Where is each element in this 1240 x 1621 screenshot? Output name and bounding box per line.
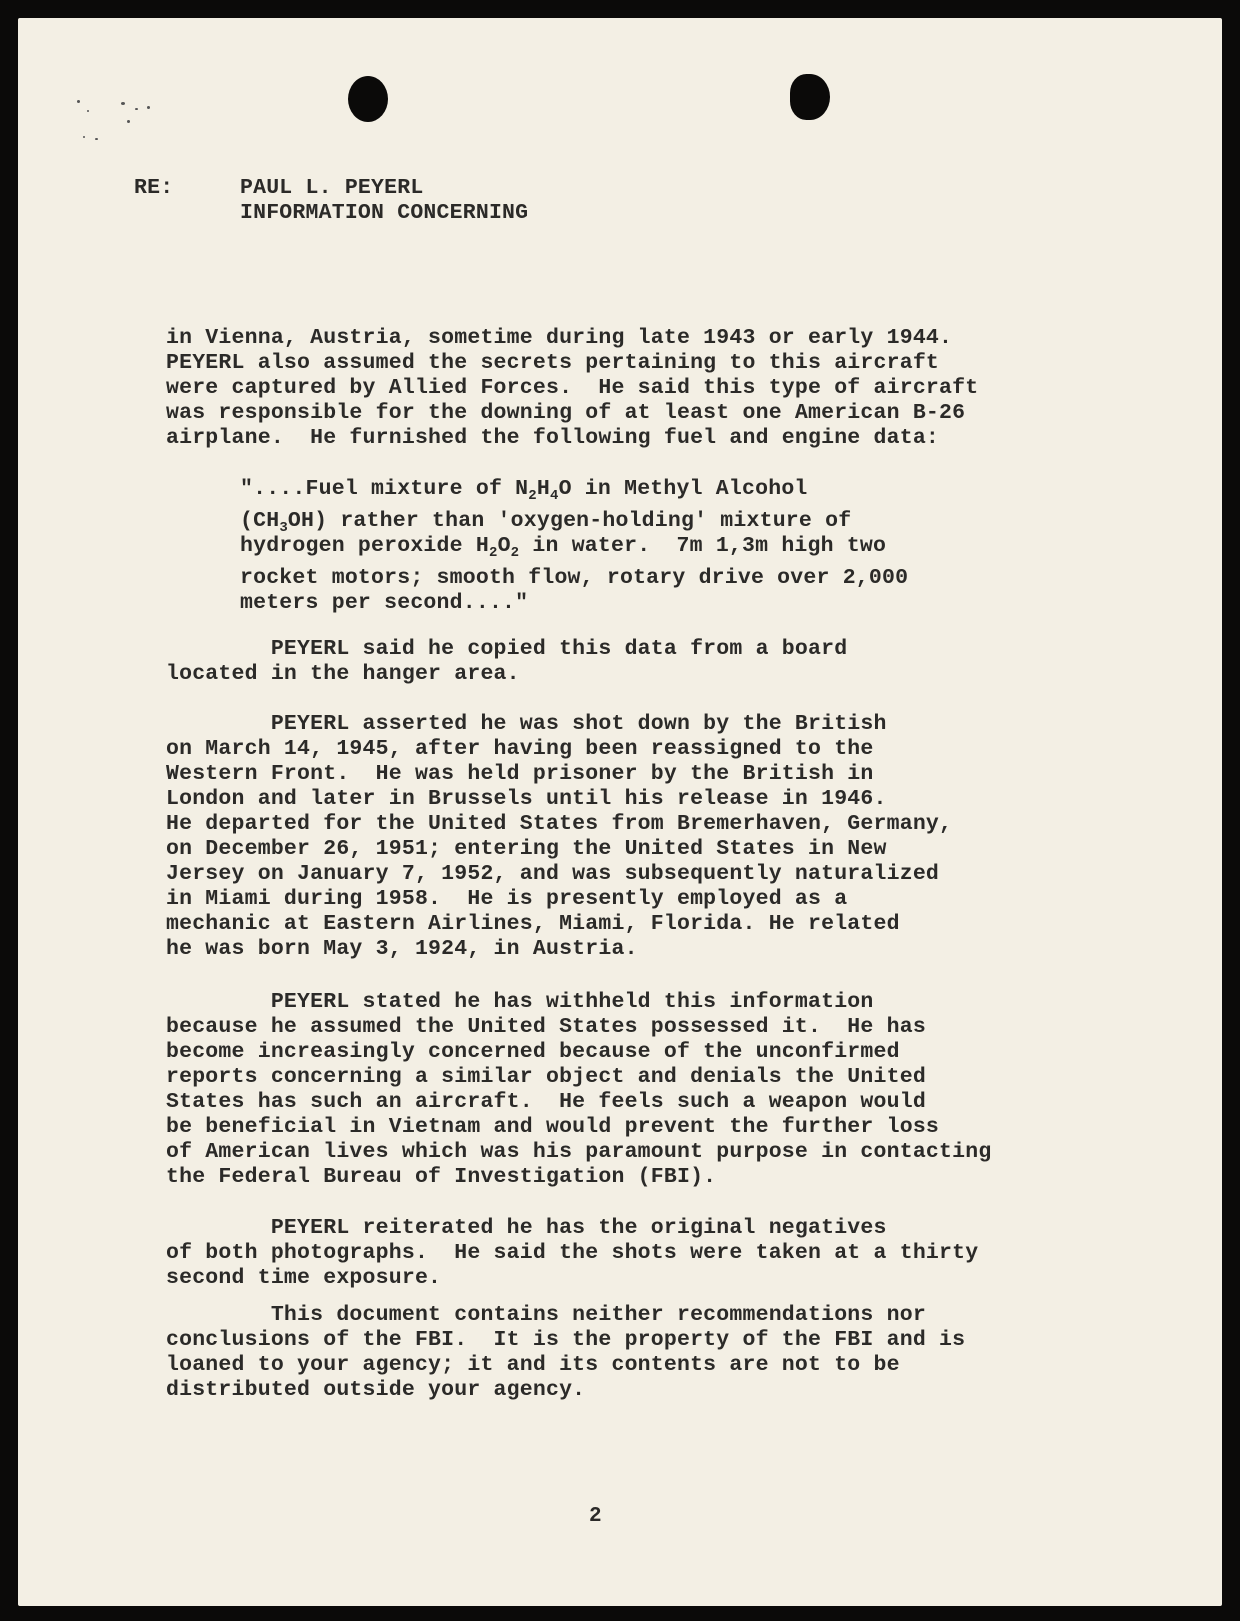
line: distributed outside your agency. <box>166 1378 586 1402</box>
paragraph-1 <box>166 326 978 451</box>
line: second time exposure. <box>166 1266 442 1290</box>
fuel-data-quote-cont <box>240 534 908 616</box>
subject-topic: INFORMATION CONCERNING <box>240 201 529 225</box>
quote-text: O <box>497 534 511 558</box>
quote-text: H <box>536 477 550 501</box>
line: was responsible for the downing of at least one American B-26 <box>166 401 966 425</box>
re-label: RE: <box>134 176 174 200</box>
line: of both photographs. He said the shots were taken at a thirty <box>166 1241 979 1265</box>
line: because he assumed the United States possessed it. He has <box>166 1015 926 1039</box>
quote-text: "....Fuel mixture of N <box>240 477 529 501</box>
subscript: 2 <box>510 545 520 561</box>
line: PEYERL also assumed the secrets pertaining to this aircraft <box>166 351 940 375</box>
quote-line-3 <box>240 534 887 561</box>
line: airplane. He furnished the following fuel and engine data: <box>166 426 940 450</box>
paragraph-5 <box>166 1216 978 1291</box>
line: PEYERL asserted he was shot down by the British <box>166 712 887 736</box>
quote-text: OH) rather than 'oxygen-holding' mixture of <box>287 509 852 533</box>
paragraph-4 <box>166 990 991 1190</box>
line: be beneficial in Vietnam and would prevent the further loss <box>166 1115 940 1139</box>
line: PEYERL said he copied this data from a board <box>166 637 848 661</box>
line: conclusions of the FBI. It is the property of the FBI and is <box>166 1328 966 1352</box>
subscript: 2 <box>528 488 537 504</box>
line: located in the hanger area. <box>166 662 520 686</box>
paragraph-2 <box>166 637 847 687</box>
line: London and later in Brussels until his release in 1946. <box>166 787 887 811</box>
quote-text: O in Methyl Alcohol <box>558 477 808 501</box>
line: were captured by Allied Forces. He said this type of aircraft <box>166 376 979 400</box>
line: on March 14, 1945, after having been reassigned to the <box>166 737 874 761</box>
quote-text: (CH <box>240 509 280 533</box>
line: loaned to your agency; it and its contents are not to be <box>166 1353 900 1377</box>
subscript: 2 <box>488 545 498 561</box>
page-number: 2 <box>589 1505 602 1528</box>
line: States has such an aircraft. He feels such a weapon would <box>166 1090 926 1114</box>
line: he was born May 3, 1924, in Austria. <box>166 937 638 961</box>
line: of American lives which was his paramount purpose in contacting <box>166 1140 992 1164</box>
quote-line-1 <box>240 477 808 504</box>
line: on December 26, 1951; entering the United States in New <box>166 837 887 861</box>
subject-header <box>134 176 528 226</box>
subscript: 3 <box>279 520 288 536</box>
quote-line-2 <box>240 509 852 536</box>
line: the Federal Bureau of Investigation (FBI). <box>166 1165 717 1189</box>
quote-line-5: meters per second...." <box>240 591 529 615</box>
line: mechanic at Eastern Airlines, Miami, Florida. He related <box>166 912 900 936</box>
line: Jersey on January 7, 1952, and was subsequently naturalized <box>166 862 940 886</box>
confidentiality-notice <box>166 1303 965 1403</box>
punch-hole-left <box>348 76 388 122</box>
fuel-data-quote <box>240 477 851 541</box>
line: PEYERL reiterated he has the original negatives <box>166 1216 887 1240</box>
subscript: 4 <box>549 488 559 504</box>
quote-text: hydrogen peroxide H <box>240 534 489 558</box>
punch-hole-right <box>790 74 830 120</box>
quote-text: in water. 7m 1,3m high two <box>519 534 887 558</box>
line: He departed for the United States from Bremerhaven, Germany, <box>166 812 953 836</box>
line: Western Front. He was held prisoner by the British in <box>166 762 874 786</box>
line: reports concerning a similar object and denials the United <box>166 1065 926 1089</box>
stain-marks <box>73 96 183 156</box>
subject-name: PAUL L. PEYERL <box>240 176 424 200</box>
line: become increasingly concerned because of the unconfirmed <box>166 1040 900 1064</box>
line: in Vienna, Austria, sometime during late 1943 or early 1944. <box>166 326 953 350</box>
line: in Miami during 1958. He is presently employed as a <box>166 887 848 911</box>
paragraph-3 <box>166 712 952 962</box>
line: PEYERL stated he has withheld this information <box>166 990 874 1014</box>
line: This document contains neither recommendations nor <box>166 1303 926 1327</box>
quote-line-4: rocket motors; smooth flow, rotary drive over 2,000 <box>240 566 909 590</box>
